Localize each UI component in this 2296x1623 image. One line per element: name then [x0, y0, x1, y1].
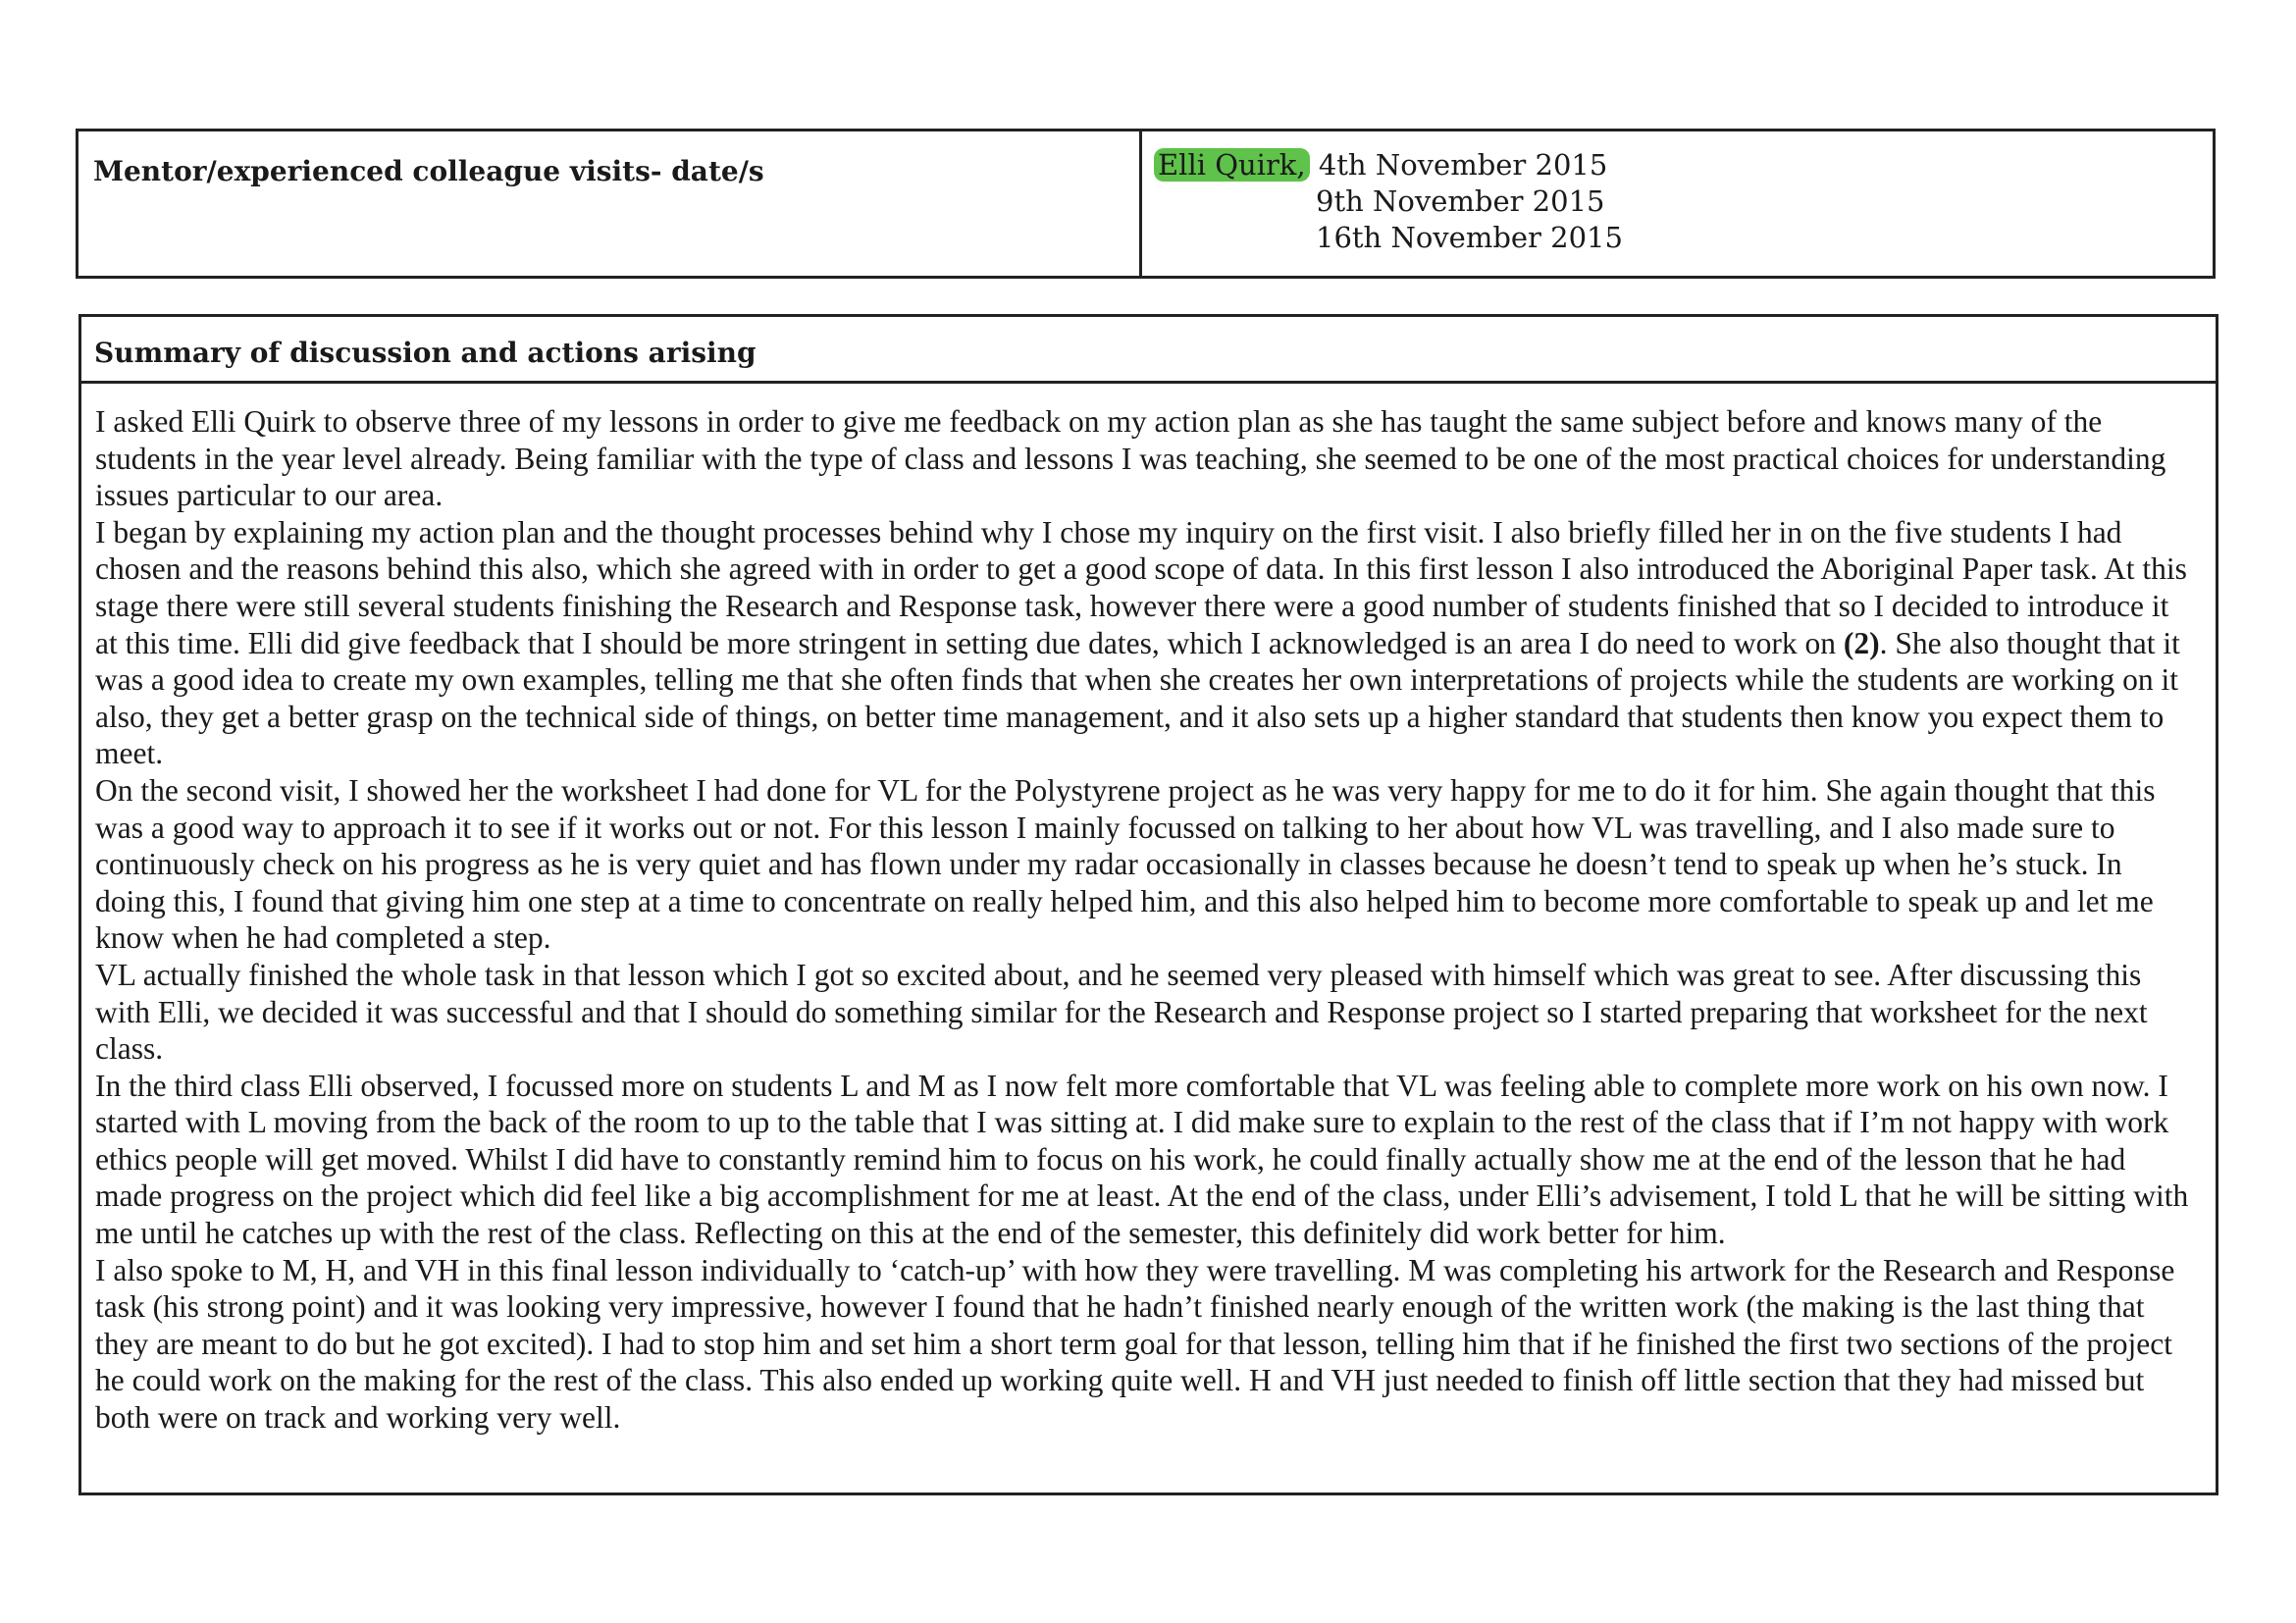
- mentor-name-highlight: Elli Quirk,: [1154, 148, 1310, 182]
- summary-paragraph-5: In the third class Elli observed, I focussed more on students L and M as I now felt more comfortable that VL was feeling able to complete more work on his own now. I started with L moving from the back of the room to up to the table that I was sitting at. I did make sure to explain to the rest of the class that if I’m not happy with work ethics people will get moved. Whilst I did have to constantly remind him to focus on his work, he could finally actually show me at the end of the lesson that he had made progress on the project which did feel like a big accomplishment for me at least. At the end of the class, under Elli’s advisement, I told L that he will be sitting with me until he catches up with the rest of the class. Reflecting on this at the end of the semester, this definitely did work better for him.: [95, 1068, 2189, 1251]
- summary-text: I began by explaining my action plan and the thought processes behind why I chose my inquiry on the first visit. I also briefly filled her in on the five students I had chosen and the reasons behind this also, which she agreed with in order to get a good scope of data. In this first lesson I also introduced the Aboriginal Paper task. At this stage there were still several students finishing the Research and Response task, however there were a good number of students finished that so I decided to introduce it at this time. Elli did give feedback that I should be more stringent in setting due dates, which I acknowledged is an area I do need to work on: [95, 514, 2187, 660]
- visit-date: 4th November 2015: [1318, 148, 1608, 182]
- visit-date-row-2: [1154, 183, 2213, 220]
- summary-table: [78, 314, 2218, 1495]
- visits-label: Mentor/experienced colleague visits- date/s: [93, 155, 764, 187]
- visits-table: [76, 129, 2216, 279]
- visit-date: 16th November 2015: [1316, 221, 1623, 254]
- visit-date: 9th November 2015: [1316, 184, 1605, 218]
- summary-paragraph-1: I asked Elli Quirk to observe three of my lessons in order to give me feedback on my action plan as she has taught the same subject before and knows many of the students in the year level already. Being familiar with the type of class and lessons I was teaching, she seemed to be one of the most practical choices for understanding issues particular to our area.: [95, 404, 2166, 513]
- summary-text: . She also thought that it was a good idea to create my own examples, telling me that she often finds that when she creates her own interpretations of projects while the students are working on it also, they get a better grasp on the technical side of things, on better time management, and it also sets up a higher standard that students then know you expect them to meet.: [95, 625, 2180, 771]
- reference-marker: (2): [1843, 625, 1880, 660]
- summary-paragraph-4: VL actually finished the whole task in that lesson which I got so excited about, and he seemed very pleased with himself which was great to see. After discussing this with Elli, we decided it was successful and that I should do something similar for the Research and Response project so I started preparing that worksheet for the next class.: [95, 957, 2148, 1067]
- summary-heading: Summary of discussion and actions arising: [94, 337, 757, 369]
- summary-paragraph-2: [95, 514, 2198, 772]
- visits-label-cell: [78, 131, 1142, 276]
- summary-paragraph-6: I also spoke to M, H, and VH in this final lesson individually to ‘catch-up’ with how they were travelling. M was completing his artwork for the Research and Response task (his strong point) and it was looking very impressive, however I found that he hadn’t finished nearly enough of the written work (the making is the last thing that they are meant to do but he got excited). I had to stop him and set him a short term goal for that lesson, telling him that if he finished the first two sections of the project he could work on the making for the rest of the class. This also ended up working quite well. H and VH just needed to finish off little section that they had missed but both were on track and working very well.: [95, 1252, 2175, 1436]
- visits-dates-cell: [1142, 131, 2213, 276]
- summary-paragraph-3: On the second visit, I showed her the worksheet I had done for VL for the Polystyrene project as he was very happy for me to do it for him. She again thought that this was a good way to approach it to see if it works out or not. For this lesson I mainly focussed on talking to her about how VL was travelling, and I also made sure to continuously check on his progress as he is very quiet and has flown under my radar occasionally in classes because he doesn’t tend to speak up when he’s stuck. In doing this, I found that giving him one step at a time to concentrate on really helped him, and this also helped him to become more comfortable to speak up and let me know when he had completed a step.: [95, 772, 2156, 956]
- visit-date-row-1: [1154, 147, 2213, 183]
- visit-date-row-3: [1154, 220, 2213, 256]
- summary-heading-cell: [81, 317, 2216, 384]
- summary-body: [81, 384, 2216, 1437]
